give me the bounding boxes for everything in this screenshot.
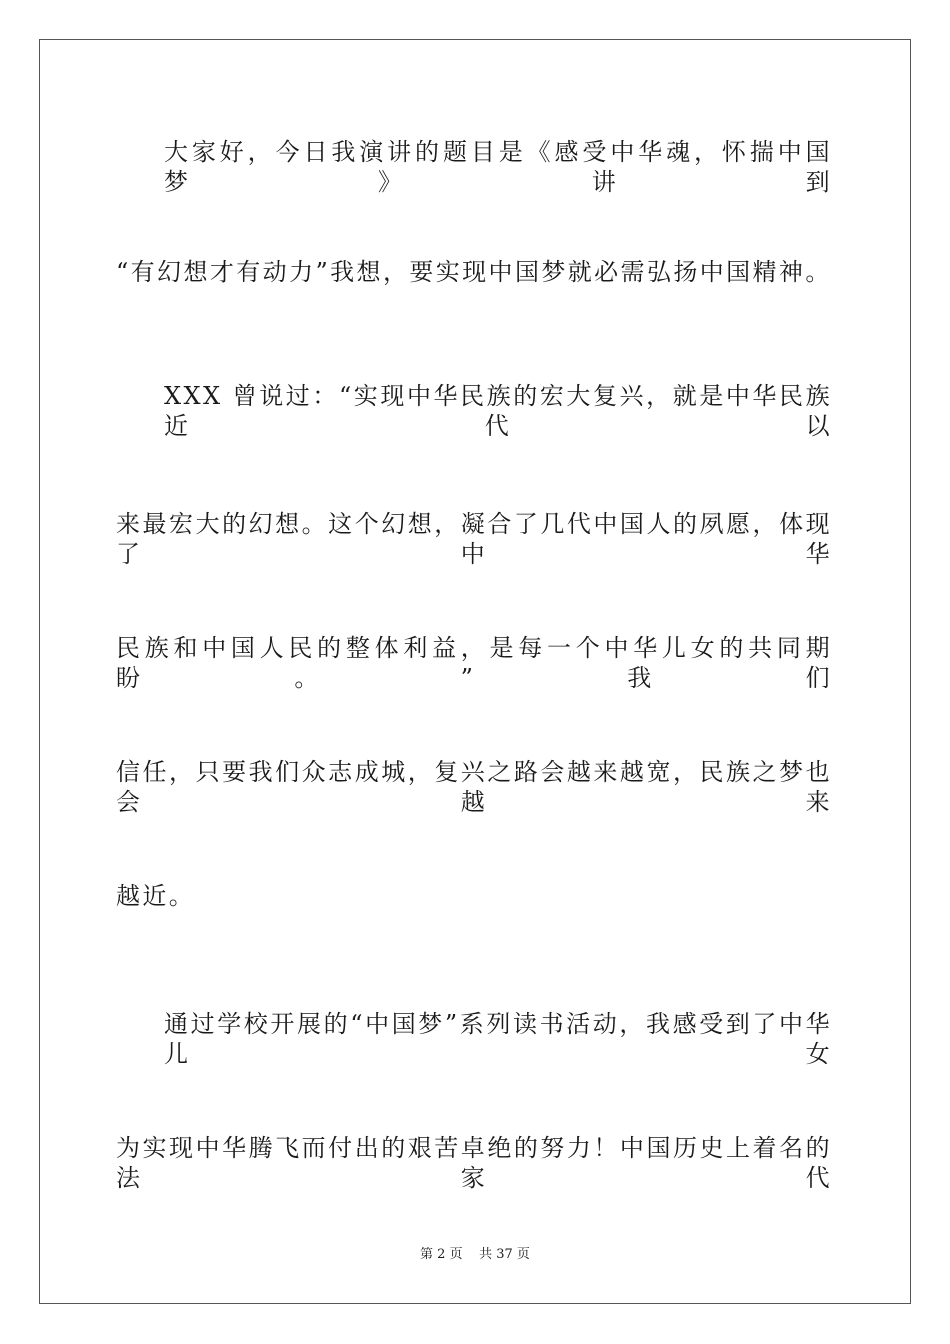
paragraph-line: 越近。 — [116, 882, 196, 910]
page-footer — [0, 1246, 950, 1264]
paragraph-line: 为实现中华腾飞而付出的艰苦卓绝的努力！中国历史上着名的法家代 — [116, 1134, 832, 1192]
paragraph-line: 民族和中国人民的整体利益，是每一个中华儿女的共同期盼。”我们 — [116, 634, 832, 692]
page-total: 共 37 页 — [479, 1247, 530, 1262]
paragraph-line: “有幻想才有动力”我想，要实现中国梦就必需弘扬中国精神。 — [116, 258, 832, 286]
paragraph-line: 信任，只要我们众志成城，复兴之路会越来越宽，民族之梦也会越来 — [116, 758, 832, 816]
paragraph-line: 来最宏大的幻想。这个幻想，凝合了几代中国人的夙愿，体现了中华 — [116, 510, 832, 568]
paragraph-line: 大家好，今日我演讲的题目是《感受中华魂，怀揣中国梦》讲到 — [164, 138, 832, 196]
paragraph-line: XXX 曾说过：“实现中华民族的宏大复兴，就是中华民族近代以 — [164, 382, 832, 440]
page-number: 第 2 页 — [420, 1247, 463, 1262]
paragraph-line: 通过学校开展的“中国梦”系列读书活动，我感受到了中华儿女 — [164, 1010, 832, 1068]
